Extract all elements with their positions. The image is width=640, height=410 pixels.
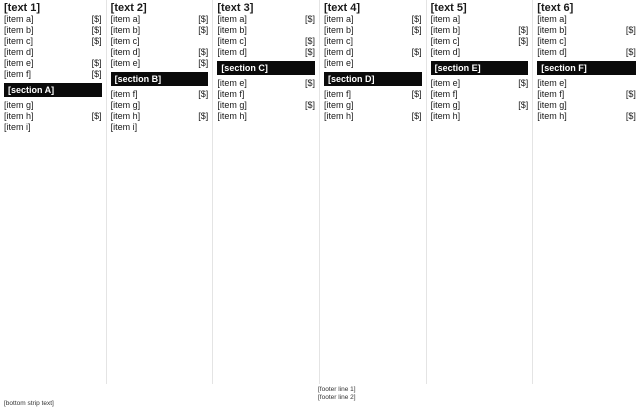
menu-item [111, 100, 209, 111]
item-price [525, 14, 528, 25]
item-price [205, 36, 208, 47]
item-price: [$] [518, 100, 529, 110]
item-text: [item c] [4, 36, 34, 46]
menu-item [4, 58, 102, 69]
menu-item [4, 47, 102, 58]
menu-item [217, 78, 315, 89]
menu-item [324, 89, 422, 100]
item-price [205, 122, 208, 133]
item-price: [$] [91, 36, 102, 46]
item-text: [item d] [323, 47, 354, 57]
menu-item [324, 14, 422, 25]
column-title: [text 1] [4, 2, 41, 14]
item-price [633, 14, 636, 25]
column-title: [text 6] [537, 2, 574, 14]
menu-column [0, 0, 107, 384]
section-header: [section A] [4, 83, 102, 97]
menu-column [533, 0, 640, 384]
item-price [525, 47, 528, 58]
item-price: [$] [411, 89, 422, 99]
item-price: [$] [518, 25, 529, 35]
item-text: [item f] [430, 89, 458, 99]
menu-item [431, 89, 529, 100]
item-text: [item h] [537, 111, 567, 121]
item-text: [item g] [323, 100, 354, 110]
menu-item [324, 100, 422, 111]
item-price [99, 47, 102, 58]
item-price [205, 100, 208, 111]
column-title: [text 3] [217, 2, 254, 14]
item-text: [item b] [430, 25, 461, 35]
menu-item [4, 122, 102, 133]
menu-item [4, 14, 102, 25]
menu-item [431, 25, 529, 36]
menu-item [4, 36, 102, 47]
item-text: [item h] [217, 111, 247, 121]
item-price: [$] [411, 47, 422, 57]
item-text: [item c] [323, 36, 353, 46]
item-text: [item a] [110, 14, 141, 24]
item-text: [item c] [430, 36, 460, 46]
item-price: [$] [198, 47, 209, 57]
item-price [525, 89, 528, 100]
menu-item [217, 47, 315, 58]
item-price: [$] [198, 111, 209, 121]
item-text: [item a] [217, 14, 247, 24]
menu-item [537, 14, 636, 25]
menu-item [4, 69, 102, 80]
item-price [633, 36, 636, 47]
menu-item [537, 89, 636, 100]
item-text: [item i] [4, 122, 31, 132]
menu-item [324, 111, 422, 122]
item-text: [item e] [323, 58, 354, 68]
menu-item [4, 100, 102, 111]
menu-item [4, 25, 102, 36]
bottom-strip: [bottom strip text] [4, 400, 54, 407]
footer-line-1: [footer line 1] [318, 386, 356, 393]
menu-item [111, 89, 209, 100]
item-text: [item f] [217, 89, 245, 99]
item-price [312, 25, 315, 36]
menu-item [537, 47, 636, 58]
item-text: [item e] [537, 78, 567, 88]
item-text: [item c] [110, 36, 140, 46]
menu-item [217, 14, 315, 25]
footer-line-2: [footer line 2] [318, 394, 356, 401]
item-price: [$] [198, 14, 209, 24]
item-price: [$] [625, 47, 636, 57]
item-text: [item g] [537, 100, 567, 110]
menu-column [427, 0, 534, 384]
menu-item [217, 100, 315, 111]
item-price: [$] [198, 25, 209, 35]
menu-item [537, 111, 636, 122]
column-title: [text 5] [430, 2, 467, 14]
item-text: [item d] [430, 47, 461, 57]
item-price: [$] [625, 111, 636, 121]
menu-item [431, 14, 529, 25]
menu-item [537, 100, 636, 111]
section-header: [section B] [111, 72, 209, 86]
menu-item [111, 36, 209, 47]
item-text: [item f] [537, 89, 565, 99]
section-header: [section D] [324, 72, 422, 86]
item-text: [item d] [537, 47, 567, 57]
footer-notice [318, 386, 636, 402]
item-text: [item d] [4, 47, 34, 57]
menu-item [111, 58, 209, 69]
menu-column [107, 0, 214, 384]
item-text: [item c] [537, 36, 567, 46]
menu-item [324, 36, 422, 47]
item-price [312, 89, 315, 100]
item-text: [item h] [323, 111, 354, 121]
column-title: [text 2] [110, 2, 147, 14]
item-price: [$] [411, 111, 422, 121]
item-text: [item d] [110, 47, 141, 57]
item-price [633, 78, 636, 89]
menu-item [111, 47, 209, 58]
item-text: [item i] [110, 122, 138, 132]
item-text: [item h] [430, 111, 461, 121]
item-text: [item a] [430, 14, 461, 24]
item-price: [$] [91, 111, 102, 121]
item-price [419, 100, 422, 111]
item-price [419, 36, 422, 47]
item-text: [item d] [217, 47, 247, 57]
item-price: [$] [304, 78, 315, 88]
item-text: [item g] [217, 100, 247, 110]
menu-item [431, 100, 529, 111]
item-price: [$] [198, 58, 209, 68]
menu-item [111, 14, 209, 25]
item-text: [item b] [110, 25, 141, 35]
item-price: [$] [304, 100, 315, 110]
item-text: [item g] [4, 100, 34, 110]
menu-column [213, 0, 320, 384]
item-text: [item b] [323, 25, 354, 35]
item-text: [item g] [430, 100, 461, 110]
item-price [312, 111, 315, 122]
menu-item [431, 111, 529, 122]
menu-item [537, 36, 636, 47]
item-price: [$] [304, 36, 315, 46]
item-text: [item f] [4, 69, 32, 79]
item-price: [$] [91, 58, 102, 68]
item-text: [item b] [537, 25, 567, 35]
menu-item [111, 111, 209, 122]
menu-column [320, 0, 427, 384]
item-price: [$] [625, 89, 636, 99]
item-text: [item a] [4, 14, 34, 24]
item-text: [item b] [4, 25, 34, 35]
item-text: [item g] [110, 100, 141, 110]
item-price [525, 111, 528, 122]
menu-item [431, 78, 529, 89]
item-text: [item a] [537, 14, 567, 24]
menu-item [324, 47, 422, 58]
menu-item [217, 111, 315, 122]
item-price: [$] [518, 36, 529, 46]
menu-item [431, 36, 529, 47]
section-header: [section C] [217, 61, 315, 75]
section-header: [section E] [431, 61, 529, 75]
item-text: [item f] [110, 89, 138, 99]
item-price: [$] [518, 78, 529, 88]
item-text: [item b] [217, 25, 247, 35]
item-text: [item c] [217, 36, 247, 46]
item-price: [$] [625, 25, 636, 35]
menu-item [217, 36, 315, 47]
item-text: [item h] [4, 111, 34, 121]
menu-item [324, 58, 422, 69]
item-price [99, 100, 102, 111]
item-price [633, 100, 636, 111]
menu-item [537, 25, 636, 36]
item-text: [item h] [110, 111, 141, 121]
menu-item [111, 25, 209, 36]
item-price: [$] [91, 25, 102, 35]
item-text: [item a] [323, 14, 354, 24]
menu-item [217, 25, 315, 36]
menu-item [431, 47, 529, 58]
item-price: [$] [411, 25, 422, 35]
menu-item [111, 122, 209, 133]
item-text: [item e] [430, 78, 461, 88]
menu-item [217, 89, 315, 100]
item-price: [$] [198, 89, 209, 99]
menu-item [4, 111, 102, 122]
item-price: [$] [411, 14, 422, 24]
item-price [99, 122, 102, 133]
item-price: [$] [91, 14, 102, 24]
menu-item [537, 78, 636, 89]
item-text: [item e] [217, 78, 247, 88]
item-price [419, 58, 422, 69]
item-text: [item e] [4, 58, 34, 68]
column-title: [text 4] [323, 2, 361, 14]
item-price: [$] [304, 14, 315, 24]
section-header: [section F] [537, 61, 636, 75]
item-price: [$] [304, 47, 315, 57]
item-text: [item f] [323, 89, 351, 99]
item-price: [$] [91, 69, 102, 79]
item-text: [item e] [110, 58, 141, 68]
menu-item [324, 25, 422, 36]
